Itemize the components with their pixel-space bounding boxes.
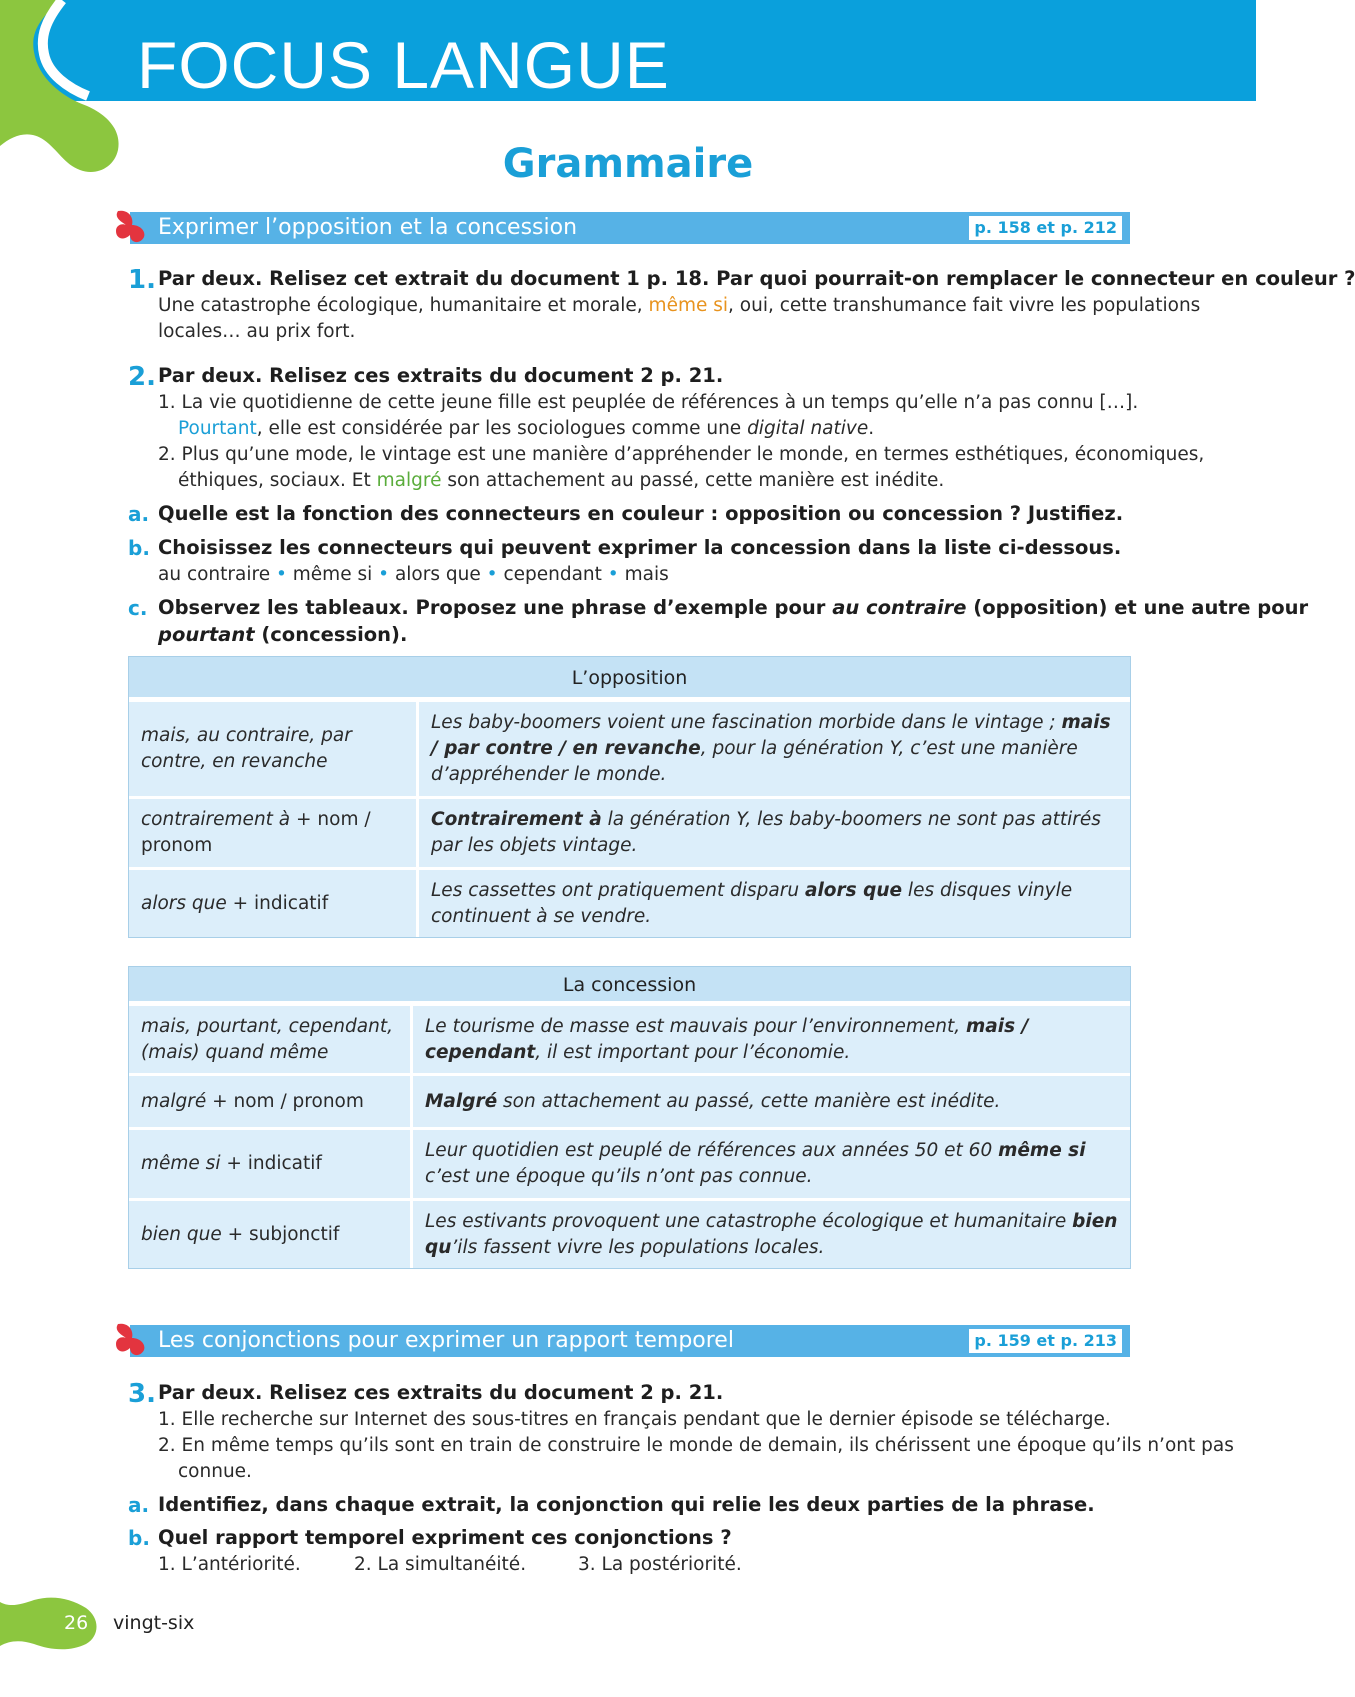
table-cell: Les baby-boomers voient une fascination morbide dans le vintage ; mais / par contre / en revanche, pour la génération Y, c’est une manière d’appréhender le monde. xyxy=(431,712,1111,785)
exercise-text-line: Une catastrophe écologique, humanitaire et morale, même si, oui, cette transhumance fait vivre les populations xyxy=(158,295,1201,316)
exercise-number: 2. xyxy=(128,362,156,392)
table-cell: Le tourisme de masse est mauvais pour l’environnement, mais / cependant, il est important pour l’économie. xyxy=(425,1015,1029,1063)
page-number: 26 xyxy=(64,1612,89,1634)
table-concession xyxy=(128,966,1131,1269)
page-number-word: vingt-six xyxy=(113,1612,195,1634)
exercise-question: Par deux. Relisez ces extraits du document 2 p. 21. xyxy=(158,364,724,387)
table-cell: alors que + indicatif xyxy=(129,870,419,937)
option-item: 3. La postériorité. xyxy=(578,1554,742,1575)
section-title: Les conjonctions pour exprimer un rapport temporel xyxy=(158,1328,734,1353)
subquestion-letter: b. xyxy=(128,536,150,560)
exercise-text-line: locales… au prix fort. xyxy=(158,321,356,342)
table-row xyxy=(129,796,1130,867)
subquestion-text: pourtant (concession). xyxy=(158,623,408,646)
option-item: 1. L’antériorité. xyxy=(158,1554,301,1575)
table-row xyxy=(129,1003,1130,1073)
table-cell: malgré + nom / pronom xyxy=(129,1076,413,1127)
table-cell: Les cassettes ont pratiquement disparu alors que les disques vinyle continuent à se vendre. xyxy=(431,879,1073,927)
extract-line: 1. La vie quotidienne de cette jeune fille est peuplée de références à un temps qu’elle n’a pas connu […]. xyxy=(158,392,1139,413)
highlight-connector: malgré xyxy=(376,470,442,491)
table-cell: contrairement à + nom / pronom xyxy=(129,799,419,867)
option-item: 2. La simultanéité. xyxy=(354,1554,527,1575)
subquestion-letter: a. xyxy=(128,1493,150,1517)
subquestion-text: Quel rapport temporel expriment ces conjonctions ? xyxy=(158,1526,732,1549)
subquestion-text: Identifiez, dans chaque extrait, la conjonction qui relie les deux parties de la phrase. xyxy=(158,1493,1095,1516)
table-cell: Les estivants provoquent une catastrophe écologique et humanitaire bien qu’ils fassent vivre les populations locales. xyxy=(425,1210,1118,1258)
red-molecule-icon xyxy=(114,1320,148,1362)
table-row xyxy=(129,1198,1130,1268)
table-cell: mais, pourtant, cependant, (mais) quand même xyxy=(129,1006,413,1073)
subquestion-text: Choisissez les connecteurs qui peuvent exprimer la concession dans la liste ci-dessous. xyxy=(158,536,1122,559)
exercise-question: Par deux. Relisez ces extraits du document 2 p. 21. xyxy=(158,1381,724,1404)
subquestion-letter: c. xyxy=(128,596,148,620)
extract-line: 2. En même temps qu’ils sont en train de construire le monde de demain, ils chérissent une époque qu’ils n’ont pas xyxy=(158,1435,1234,1456)
table-cell: bien que + subjonctif xyxy=(129,1201,413,1268)
highlight-connector: même si xyxy=(648,295,729,316)
subquestion-text: Quelle est la fonction des connecteurs en couleur : opposition ou concession ? Justifiez. xyxy=(158,502,1124,525)
banner-title: FOCUS LANGUE xyxy=(137,28,670,102)
extract-line: Pourtant, elle est considérée par les sociologues comme une digital native. xyxy=(178,418,875,439)
table-header: La concession xyxy=(129,967,1130,1003)
subquestion-letter: b. xyxy=(128,1526,150,1550)
table-cell: Leur quotidien est peuplé de références aux années 50 et 60 même si c’est une époque qu’ils n’ont pas connue. xyxy=(425,1140,1086,1187)
section-title: Exprimer l’opposition et la concession xyxy=(158,215,578,240)
highlight-connector: Pourtant xyxy=(178,418,257,439)
table-opposition xyxy=(128,656,1131,938)
extract-line: 1. Elle recherche sur Internet des sous-titres en français pendant que le dernier épisode se télécharge. xyxy=(158,1409,1111,1430)
table-row xyxy=(129,867,1130,937)
connector-list: au contraire • même si • alors que • cependant • mais xyxy=(158,564,669,585)
extract-line: 2. Plus qu’une mode, le vintage est une manière d’appréhender le monde, en termes esthétiques, économiques, xyxy=(158,444,1205,465)
table-row xyxy=(129,699,1130,796)
page-heading: Grammaire xyxy=(502,141,754,187)
table-cell: même si + indicatif xyxy=(129,1130,413,1198)
page-reference-link[interactable]: p. 159 et p. 213 xyxy=(969,1329,1122,1353)
table-cell: mais, au contraire, par contre, en revanche xyxy=(129,702,419,796)
section-bar-opposition xyxy=(130,212,1130,244)
table-cell: Contrairement à la génération Y, les baby-boomers ne sont pas attirés par les objets vintage. xyxy=(431,809,1101,856)
exercise-question: Par deux. Relisez cet extrait du document 1 p. 18. Par quoi pourrait-on remplacer le connecteur en couleur ? xyxy=(158,267,1355,290)
subquestion-text: Observez les tableaux. Proposez une phrase d’exemple pour au contraire (opposition) et une autre pour xyxy=(158,596,1309,619)
extract-line: éthiques, sociaux. Et malgré son attachement au passé, cette manière est inédite. xyxy=(178,470,945,491)
table-row xyxy=(129,1073,1130,1127)
red-molecule-icon xyxy=(114,207,148,249)
subquestion-letter: a. xyxy=(128,502,150,526)
table-cell: Malgré son attachement au passé, cette manière est inédite. xyxy=(425,1090,1001,1112)
exercise-number: 1. xyxy=(128,265,156,295)
extract-line: connue. xyxy=(178,1461,252,1482)
table-header: L’opposition xyxy=(129,657,1130,699)
section-bar-temporal xyxy=(130,1325,1130,1357)
page-reference-link[interactable]: p. 158 et p. 212 xyxy=(969,216,1122,240)
exercise-number: 3. xyxy=(128,1379,156,1409)
table-row xyxy=(129,1127,1130,1198)
